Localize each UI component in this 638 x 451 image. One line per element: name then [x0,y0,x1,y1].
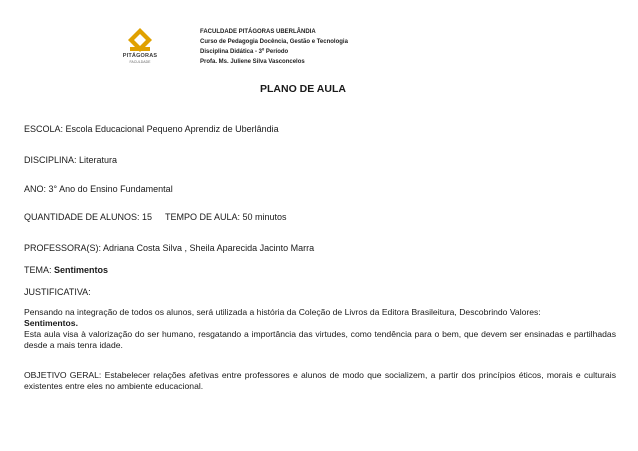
page-title: PLANO DE AULA [260,83,346,95]
logo-name: PITÁGORAS [122,53,158,59]
tempo-line: TEMPO DE AULA: 50 minutos [165,212,287,222]
tema-value: Sentimentos [54,265,109,275]
justificativa-text-2: Esta aula visa à valorização do ser humano, resgatando a importância das virtudes, como tendência para o bem, que devem ser ensinadas e partilhadas desde a mais tenra idade. [24,329,616,350]
logo-subtitle: FACULDADE [129,60,151,64]
justificativa-bold: Sentimentos. [24,318,78,328]
justificativa-text-1: Pensando na integração de todos os alunos, será utilizada a história da Coleção de Livros da Editora Brasileitura, Descobrindo Valores: [24,307,541,317]
course-name: Curso de Pedagogia Docência, Gestão e Tecnologia [200,39,348,45]
disciplina-line: DISCIPLINA: Literatura [24,155,118,165]
professor-name: Profa. Ms. Juliene Silva Vasconcelos [200,59,305,65]
tema-line [24,265,108,275]
discipline-name: Disciplina Didática - 3º Período [200,49,289,55]
justificativa-paragraph [24,307,616,351]
objetivo-paragraph: OBJETIVO GERAL: Estabelecer relações afetivas entre professores e alunos de modo que socializem, a partir dos princípios éticos, morais e culturais existentes entre eles no ambiente educacional. [24,370,616,391]
escola-line: ESCOLA: Escola Educacional Pequeno Aprendiz de Uberlândia [24,124,279,134]
institution-header [200,27,348,67]
justificativa-label: JUSTIFICATIVA: [24,287,91,297]
institution-name: FACULDADE PITÁGORAS UBERLÂNDIA [200,29,316,35]
quantidade-line: QUANTIDADE DE ALUNOS: 15 [24,212,153,222]
ano-line: ANO: 3° Ano do Ensino Fundamental [24,184,173,194]
professoras-line: PROFESSORA(S): Adriana Costa Silva , Sheila Aparecida Jacinto Marra [24,243,315,253]
tema-label: TEMA: [24,265,55,275]
